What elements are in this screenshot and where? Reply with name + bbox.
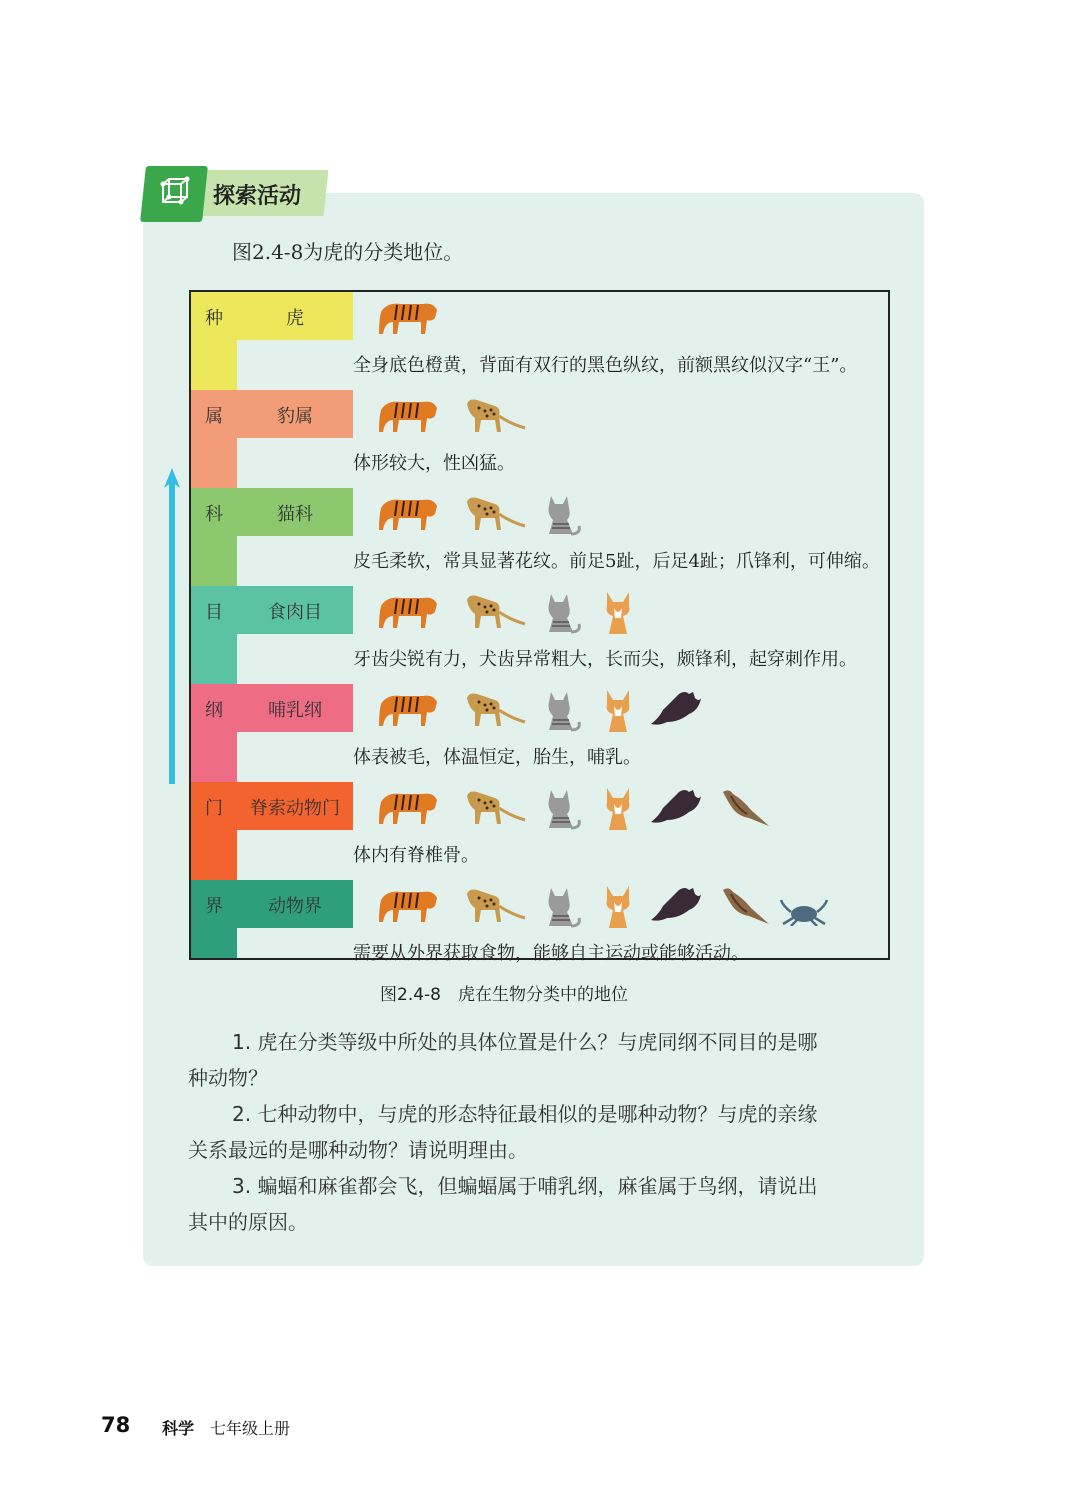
- rank-label: 种: [205, 308, 223, 329]
- rank-label: 目: [205, 602, 223, 623]
- question-3-line-1: 3. 蝙蝠和麻雀都会飞，但蝙蝠属于哺乳纲，麻雀属于鸟纲，请说出: [232, 1174, 818, 1198]
- taxonomy-diagram: [189, 290, 890, 964]
- footer-book: 七年级上册: [210, 1419, 291, 1438]
- question-3: [188, 1168, 883, 1240]
- rank-label: 纲: [205, 700, 223, 721]
- taxon-label: 哺乳纲: [268, 700, 322, 721]
- rank-description: 体形较大，性凶猛。: [353, 453, 515, 474]
- bat-icon: [649, 786, 703, 832]
- rank-box: [191, 488, 353, 536]
- cube-network-icon: [157, 174, 193, 210]
- rank-box: [191, 880, 353, 928]
- leopard-icon: [465, 492, 527, 538]
- taxon-label: 动物界: [268, 896, 322, 917]
- taxon-label: 猫科: [277, 504, 313, 525]
- rank-box: [191, 782, 353, 830]
- cat-icon: [541, 492, 585, 542]
- rank-label: 属: [205, 406, 223, 427]
- leopard-icon: [465, 786, 527, 832]
- dog-icon: [601, 786, 635, 836]
- sparrow-icon: [719, 884, 771, 930]
- question-1-line-1: 1. 虎在分类等级中所处的具体位置是什么？与虎同纲不同目的是哪: [232, 1030, 818, 1054]
- rank-box: [191, 586, 353, 634]
- rank-description: 需要从外界获取食物，能够自主运动或能够活动。: [353, 943, 749, 964]
- tiger-icon: [377, 688, 439, 734]
- rank-description: 牙齿尖锐有力，犬齿异常粗大，长而尖，颇锋利，起穿刺作用。: [353, 649, 857, 670]
- rank-description: 皮毛柔软，常具显著花纹。前足5趾，后足4趾；爪锋利，可伸缩。: [353, 551, 880, 572]
- question-2-line-1: 2. 七种动物中，与虎的形态特征最相似的是哪种动物？与虎的亲缘: [232, 1102, 818, 1126]
- question-2-line-2: 关系最远的是哪种动物？请说明理由。: [188, 1138, 528, 1162]
- tiger-icon: [377, 590, 439, 636]
- bat-icon: [649, 884, 703, 930]
- figure-caption: 图2.4-8 虎在生物分类中的地位: [380, 985, 628, 1005]
- tiger-icon: [377, 786, 439, 832]
- rank-box: [191, 292, 353, 340]
- leopard-icon: [465, 590, 527, 636]
- dog-icon: [601, 688, 635, 738]
- leopard-icon: [465, 688, 527, 734]
- leopard-icon: [465, 884, 527, 930]
- rank-label: 门: [205, 798, 223, 819]
- rank-description: 体表被毛，体温恒定，胎生，哺乳。: [353, 747, 641, 768]
- question-2: [188, 1096, 883, 1168]
- activity-header: [143, 162, 326, 218]
- leopard-icon: [465, 394, 527, 440]
- question-1-line-2: 种动物？: [188, 1066, 268, 1090]
- question-3-line-2: 其中的原因。: [188, 1210, 308, 1234]
- footer-subject: 科学: [162, 1419, 195, 1438]
- activity-title: 探索活动: [213, 184, 302, 209]
- tiger-icon: [377, 884, 439, 930]
- tiger-icon: [377, 394, 439, 440]
- dog-icon: [601, 884, 635, 934]
- cat-icon: [541, 884, 585, 934]
- taxon-label: 脊索动物门: [250, 798, 340, 819]
- taxon-label: 豹属: [277, 406, 313, 427]
- rank-label: 科: [205, 504, 223, 525]
- rank-description: 全身底色橙黄，背面有双行的黑色纵纹，前额黑纹似汉字“王”。: [353, 355, 858, 376]
- sparrow-icon: [719, 786, 771, 832]
- tiger-icon: [377, 296, 439, 342]
- bat-icon: [649, 688, 703, 734]
- cat-icon: [541, 786, 585, 836]
- tiger-icon: [377, 492, 439, 538]
- taxon-label: 食肉目: [268, 602, 322, 623]
- intro-text: 图2.4-8为虎的分类地位。: [232, 240, 464, 264]
- page-number: 78: [101, 1413, 131, 1437]
- crab-icon: [777, 898, 831, 930]
- rank-box: [191, 684, 353, 732]
- arrow-up-icon: [164, 468, 180, 784]
- rank-description: 体内有脊椎骨。: [353, 845, 479, 866]
- cat-icon: [541, 688, 585, 738]
- cat-icon: [541, 590, 585, 640]
- taxon-label: 虎: [286, 308, 304, 329]
- rank-label: 界: [205, 896, 223, 917]
- rank-box: [191, 390, 353, 438]
- question-1: [188, 1024, 883, 1096]
- dog-icon: [601, 590, 635, 640]
